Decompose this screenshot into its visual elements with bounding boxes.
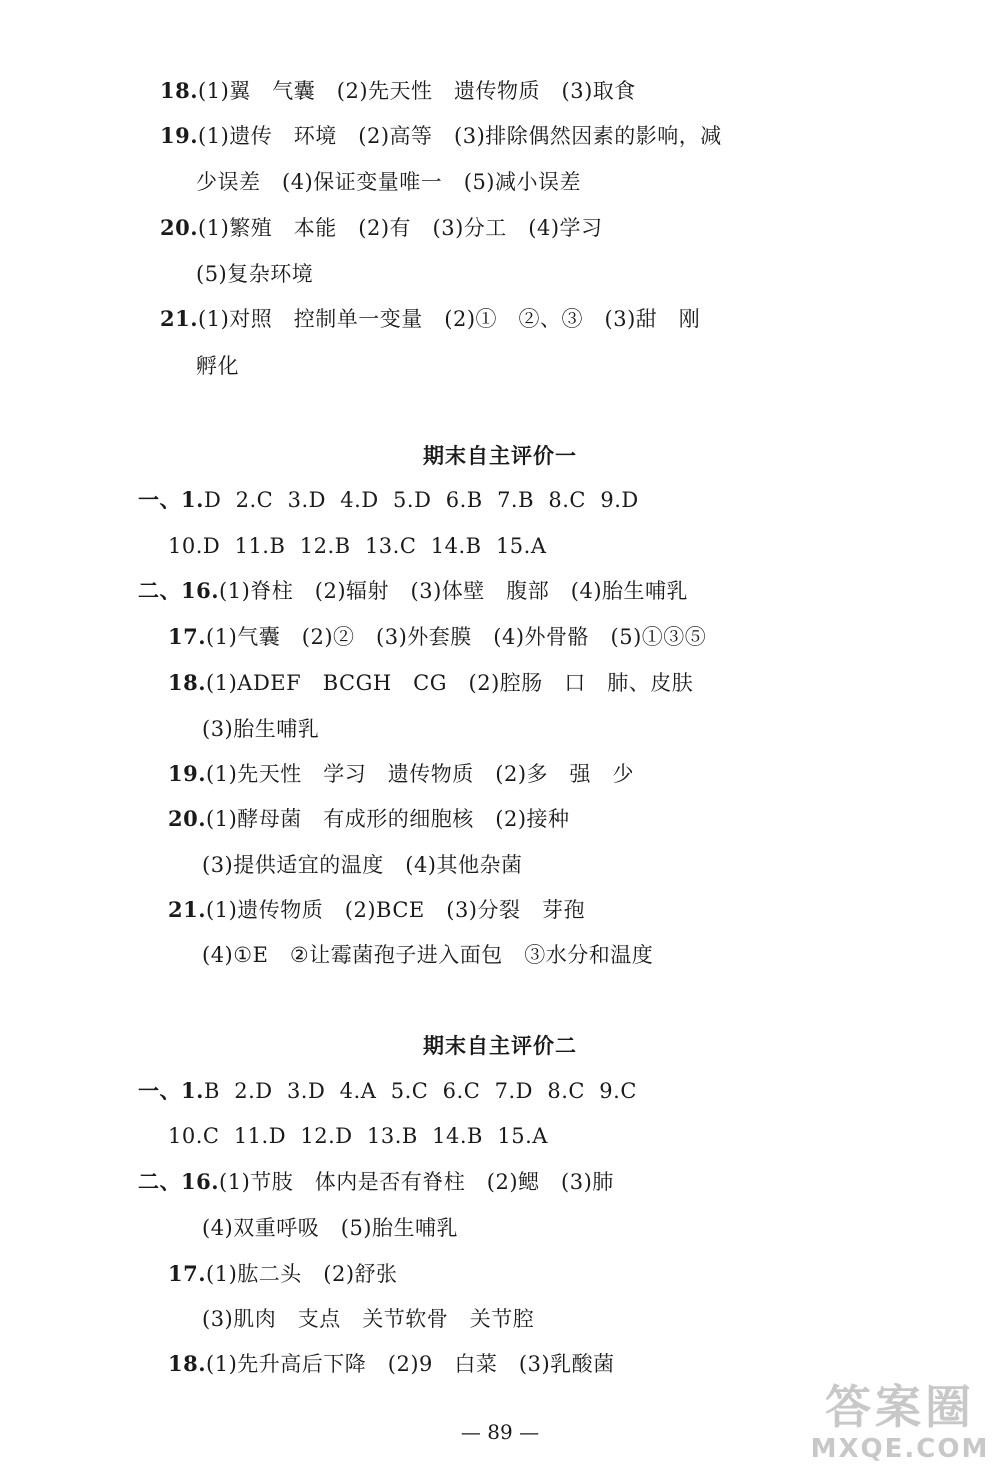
watermark-bottom-text: MXQE.COM — [810, 1434, 990, 1464]
s1-line-2: 10.D 11.B 12.B 13.C 14.B 15.A — [168, 534, 547, 558]
answer-line-19: 19.(1)遗传 环境 (2)高等 (3)排除偶然因素的影响，减 — [160, 123, 722, 148]
watermark-top-text: 答案圈 — [825, 1380, 975, 1434]
s2-line-17-cont: (3)肌肉 支点 关节软骨 关节腔 — [202, 1307, 535, 1331]
answer-line-21: 21.(1)对照 控制单一变量 (2)① ②、③ (3)甜 刚 — [160, 306, 701, 331]
s1-line-20: 20.(1)酵母菌 有成形的细胞核 (2)接种 — [168, 806, 570, 831]
answer-line-20-cont: (5)复杂环境 — [196, 262, 314, 286]
answer-line-18: 18.(1)翼 气囊 (2)先天性 遗传物质 (3)取食 — [160, 78, 636, 103]
answer-line-20: 20.(1)繁殖 本能 (2)有 (3)分工 (4)学习 — [160, 215, 603, 240]
watermark-logo — [805, 1380, 995, 1468]
s2-line-2: 10.C 11.D 12.D 13.B 14.B 15.A — [168, 1124, 548, 1148]
s2-line-17: 17.(1)肱二头 (2)舒张 — [168, 1261, 398, 1286]
s2-line-18: 18.(1)先升高后下降 (2)9 白菜 (3)乳酸菌 — [168, 1351, 615, 1376]
section-title-final-eval-2: 期末自主评价二 — [423, 1033, 577, 1058]
page-number: — 89 — — [460, 1420, 540, 1444]
s1-line-19: 19.(1)先天性 学习 遗传物质 (2)多 强 少 — [168, 761, 635, 786]
s1-line-18: 18.(1)ADEF BCGH CG (2)腔肠 口 肺、皮肤 — [168, 670, 694, 695]
s2-line-16: 二、16.(1)节肢 体内是否有脊柱 (2)鳃 (3)肺 — [138, 1169, 614, 1194]
answer-line-21-cont: 孵化 — [196, 354, 239, 378]
s1-line-1: 一、1.D 2.C 3.D 4.D 5.D 6.B 7.B 8.C 9.D — [138, 487, 639, 512]
s1-line-21: 21.(1)遗传物质 (2)BCE (3)分裂 芽孢 — [168, 897, 586, 922]
s1-line-21-cont: (4)①E ②让霉菌孢子进入面包 ③水分和温度 — [202, 943, 654, 967]
answer-line-19-cont: 少误差 (4)保证变量唯一 (5)减小误差 — [196, 170, 581, 194]
s1-line-20-cont: (3)提供适宜的温度 (4)其他杂菌 — [202, 853, 523, 877]
s1-line-16: 二、16.(1)脊柱 (2)辐射 (3)体壁 腹部 (4)胎生哺乳 — [138, 578, 689, 603]
s1-line-17: 17.(1)气囊 (2)② (3)外套膜 (4)外骨骼 (5)①③⑤ — [168, 624, 707, 649]
section-title-final-eval-1: 期末自主评价一 — [423, 443, 577, 468]
s2-line-1: 一、1.B 2.D 3.D 4.A 5.C 6.C 7.D 8.C 9.C — [138, 1078, 637, 1103]
s1-line-18-cont: (3)胎生哺乳 — [202, 717, 320, 741]
s2-line-16-cont: (4)双重呼吸 (5)胎生哺乳 — [202, 1216, 458, 1240]
